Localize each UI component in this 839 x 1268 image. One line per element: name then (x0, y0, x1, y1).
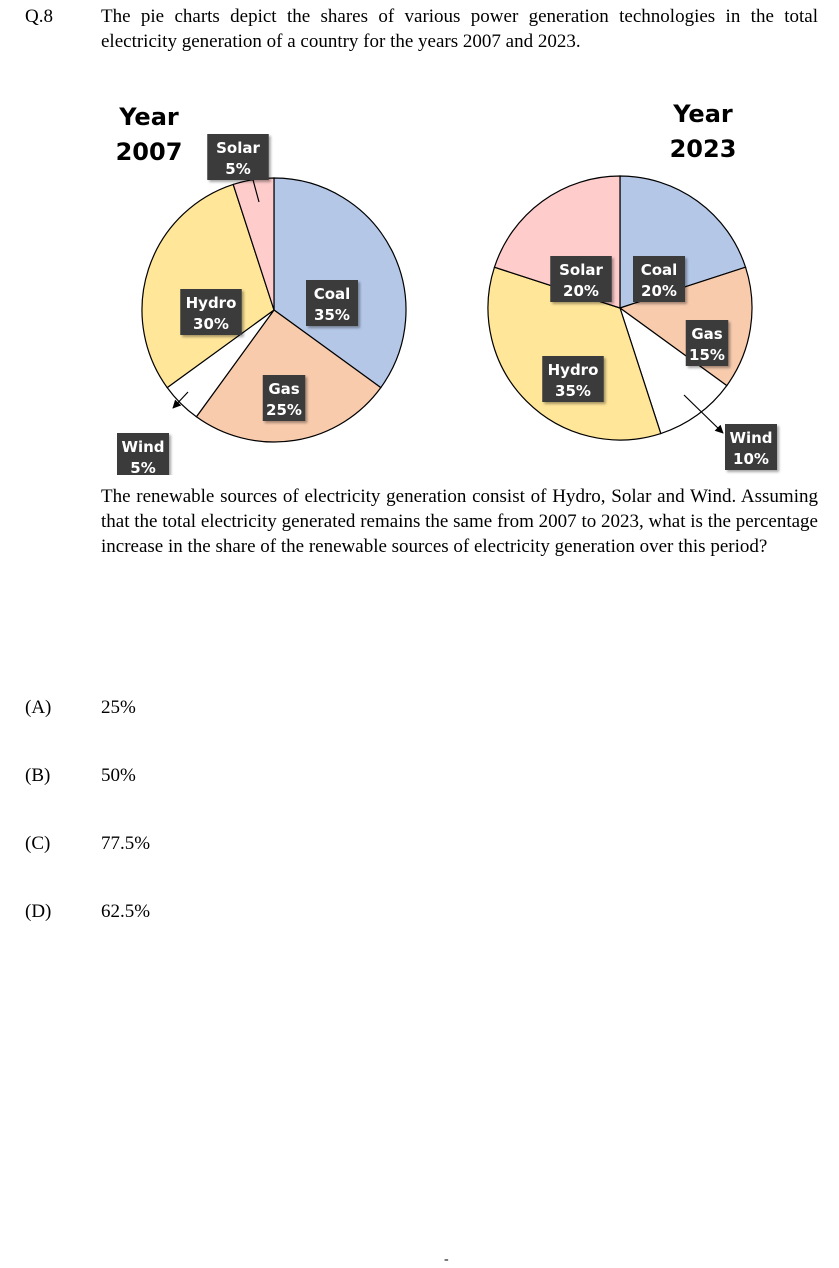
slice-pct-coal-2023: 20% (641, 282, 677, 300)
pie-chart-2007 (116, 103, 406, 475)
slice-label-solar-2007 (207, 134, 269, 180)
slice-pct-hydro-2023: 35% (555, 382, 591, 400)
slice-label-wind-2023 (725, 424, 777, 470)
pie-chart-2023 (488, 100, 777, 470)
slice-name-coal-2023: Coal (640, 261, 678, 279)
pie-charts (0, 90, 839, 475)
slice-name-gas-2023: Gas (691, 325, 723, 343)
slice-name-gas-2007: Gas (268, 380, 300, 398)
slice-name-wind-2007: Wind (121, 438, 165, 456)
chart-title-line2-2023: 2023 (669, 135, 737, 163)
slice-name-wind-2023: Wind (729, 429, 773, 447)
question-text: The pie charts depict the shares of various power generation technologies in the total electricity generation of a country for the years 2007 and 2023. (101, 6, 818, 52)
slice-pct-wind-2023: 10% (733, 450, 769, 468)
slice-label-gas-2007 (263, 375, 306, 421)
slice-name-hydro-2023: Hydro (547, 361, 599, 379)
slice-name-hydro-2007: Hydro (185, 294, 237, 312)
option-d-label[interactable]: (D) (25, 901, 52, 922)
question-number: Q.8 (25, 6, 53, 27)
option-b-label[interactable]: (B) (25, 765, 51, 786)
slice-label-gas-2023 (686, 320, 729, 366)
slice-name-coal-2007: Coal (313, 285, 351, 303)
slice-label-wind-2007 (117, 433, 169, 475)
slice-name-solar-2007: Solar (216, 139, 260, 157)
slice-pct-solar-2007: 5% (225, 160, 251, 178)
slice-pct-gas-2023: 15% (689, 346, 725, 364)
slice-pct-gas-2007: 25% (266, 401, 302, 419)
option-a-label[interactable]: (A) (25, 697, 52, 718)
chart-title-line1-2007: Year (119, 103, 179, 131)
page-mark: - (444, 1252, 449, 1267)
slice-label-coal-2023 (633, 256, 685, 302)
slice-name-solar-2023: Solar (559, 261, 603, 279)
question-prompt: The renewable sources of electricity generation consist of Hydro, Solar and Wind. Assuming that the total electricity generated remains the same from 2007 to 2023, what is the percentage increase in the share of the renewable sources of electricity generation over this period? (101, 486, 818, 557)
chart-title-line2-2007: 2007 (115, 138, 183, 166)
slice-label-hydro-2007 (180, 289, 242, 335)
slice-pct-hydro-2007: 30% (193, 315, 229, 333)
option-b-text[interactable]: 50% (101, 765, 136, 786)
option-c-text[interactable]: 77.5% (101, 833, 151, 854)
slice-label-coal-2007 (306, 280, 358, 326)
option-c-label[interactable]: (C) (25, 833, 51, 854)
slice-label-hydro-2023 (542, 356, 604, 402)
slice-pct-coal-2007: 35% (314, 306, 350, 324)
chart-title-line1-2023: Year (673, 100, 733, 128)
slice-label-solar-2023 (550, 256, 612, 302)
option-d-text[interactable]: 62.5% (101, 901, 151, 922)
slice-pct-solar-2023: 20% (563, 282, 599, 300)
option-a-text[interactable]: 25% (101, 697, 136, 718)
slice-pct-wind-2007: 5% (130, 459, 156, 475)
